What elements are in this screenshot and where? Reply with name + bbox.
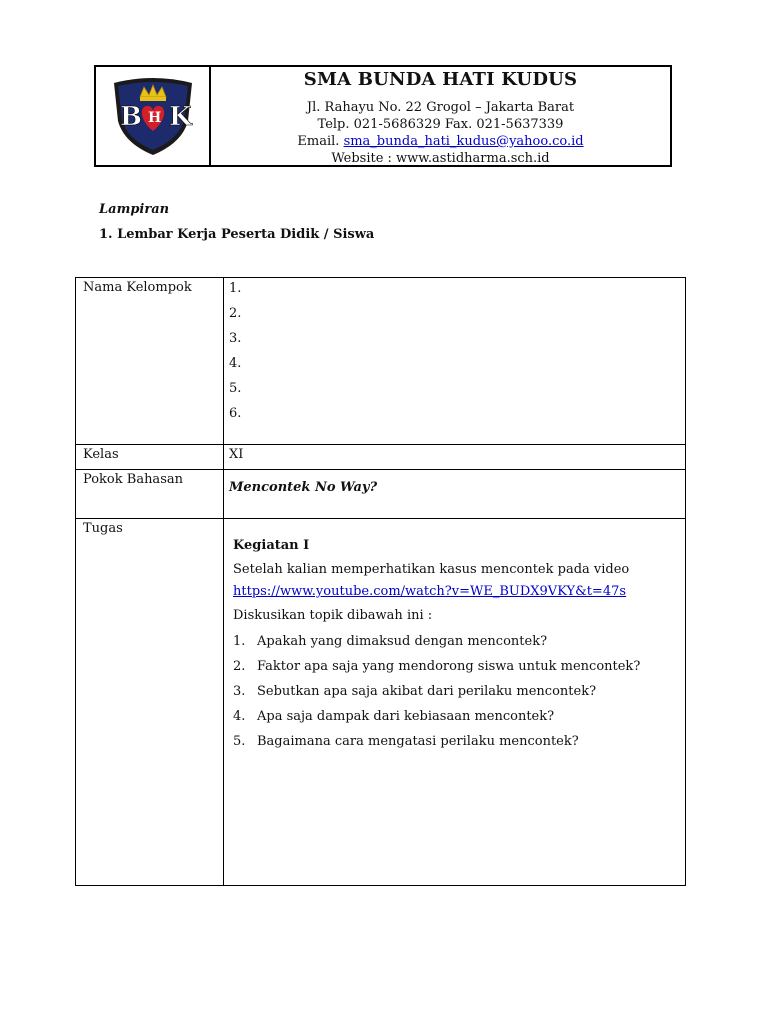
question-number: 4. (233, 709, 246, 724)
kelas-value: XI (224, 445, 686, 470)
email-label: Email. (297, 134, 344, 149)
school-info (211, 67, 670, 165)
lampiran-heading: Lampiran (99, 202, 170, 217)
tugas-content (224, 519, 686, 886)
question-number: 3. (233, 684, 246, 699)
question-item (233, 629, 680, 654)
question-item (233, 729, 680, 754)
question-number: 2. (233, 659, 246, 674)
question-item (233, 704, 680, 729)
kelas-label: Kelas (76, 445, 224, 470)
school-website: Website : www.astidharma.sch.id (331, 151, 550, 166)
svg-text:K: K (168, 102, 192, 132)
member-slot: 4. (229, 356, 242, 371)
school-email-line (211, 133, 670, 150)
svg-text:H: H (147, 110, 161, 126)
school-address: Jl. Rahayu No. 22 Grogol – Jakarta Barat (306, 100, 575, 115)
pokok-bahasan-value-cell (224, 470, 686, 519)
task-intro: Setelah kalian memperhatikan kasus mencontek pada video (233, 562, 630, 577)
email-link[interactable]: sma_bunda_hati_kudus@yahoo.co.id (343, 134, 584, 149)
worksheet-table (75, 277, 686, 886)
pokok-bahasan-value: Mencontek No Way? (229, 480, 378, 495)
row-nama-kelompok (76, 278, 686, 445)
svg-text:B: B (119, 102, 142, 132)
school-header (94, 65, 672, 167)
nama-kelompok-slots (224, 278, 686, 445)
nama-kelompok-label: Nama Kelompok (76, 278, 224, 445)
kegiatan-title: Kegiatan I (233, 538, 310, 553)
member-slot: 5. (229, 381, 242, 396)
question-text: Sebutkan apa saja akibat dari perilaku mencontek? (257, 684, 597, 699)
question-text: Faktor apa saja yang mendorong siswa untuk mencontek? (257, 659, 641, 674)
question-item (233, 679, 680, 704)
member-slot: 6. (229, 406, 242, 421)
pokok-bahasan-label: Pokok Bahasan (76, 470, 224, 519)
row-pokok-bahasan (76, 470, 686, 519)
logo-cell (96, 67, 211, 165)
row-tugas (76, 519, 686, 886)
school-logo (108, 75, 198, 157)
question-text: Apakah yang dimaksud dengan mencontek? (257, 634, 548, 649)
tugas-label: Tugas (76, 519, 224, 886)
school-name: SMA BUNDA HATI KUDUS (303, 69, 578, 90)
member-slot: 1. (229, 281, 242, 296)
video-link[interactable]: https://www.youtube.com/watch?v=WE_BUDX9VKY&t=47s (233, 584, 627, 599)
question-list (233, 629, 680, 754)
member-slot: 3. (229, 331, 242, 346)
question-number: 5. (233, 734, 246, 749)
member-slot: 2. (229, 306, 242, 321)
question-text: Apa saja dampak dari kebiasaan mencontek? (257, 709, 555, 724)
question-number: 1. (233, 634, 246, 649)
video-link-line (233, 581, 680, 603)
row-kelas (76, 445, 686, 470)
discuss-instruction: Diskusikan topik dibawah ini : (233, 608, 433, 623)
school-phone: Telp. 021-5686329 Fax. 021-5637339 (317, 117, 564, 132)
question-text: Bagaimana cara mengatasi perilaku mencontek? (257, 734, 579, 749)
section-title: 1. Lembar Kerja Peserta Didik / Siswa (99, 227, 375, 242)
question-item (233, 654, 680, 679)
member-list (229, 280, 680, 430)
